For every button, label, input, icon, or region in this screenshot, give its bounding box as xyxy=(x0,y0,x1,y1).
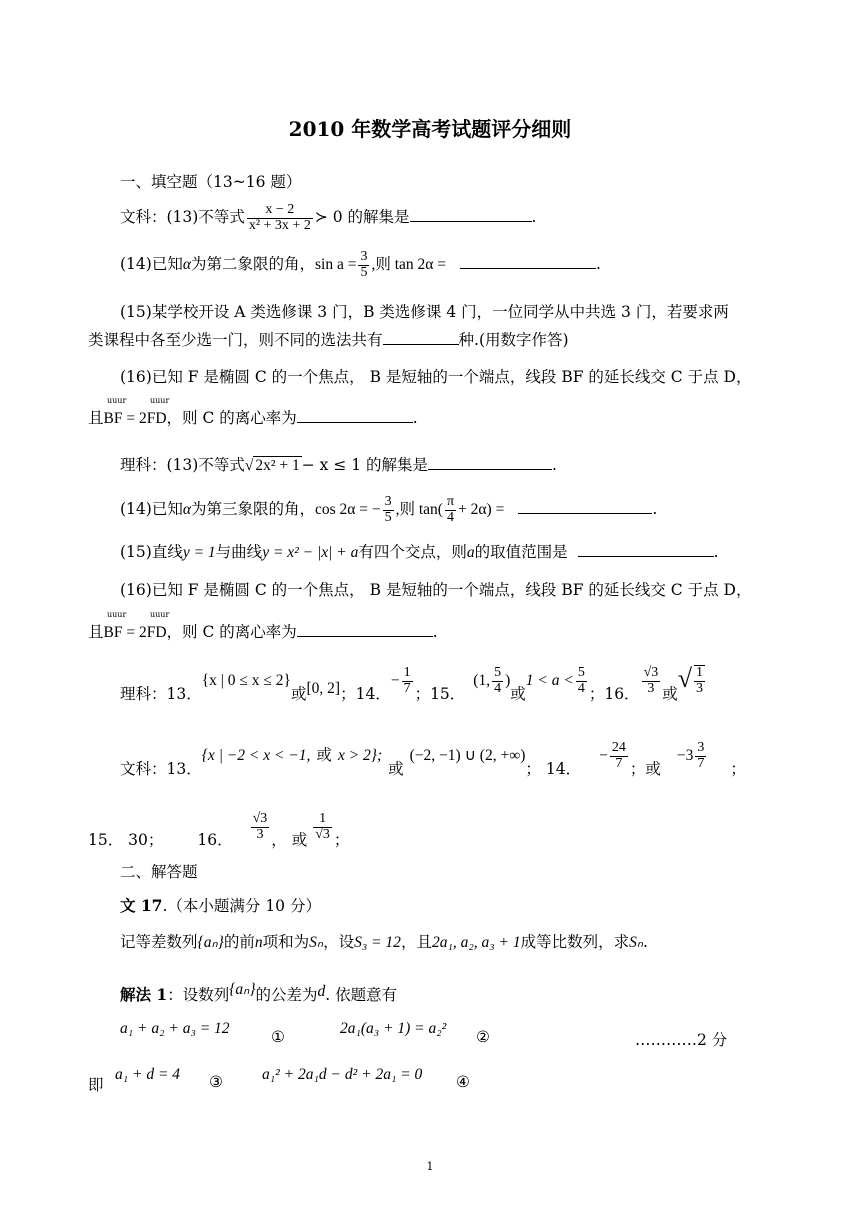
q-text: ，且 xyxy=(400,933,432,951)
period: . xyxy=(652,500,658,519)
section-heading-fill-in: 一、填空题（13~16 题） xyxy=(120,173,302,191)
sqrt-symbol: √ xyxy=(677,664,693,693)
answer-blank xyxy=(460,254,596,269)
or-word: 或 xyxy=(662,685,678,703)
numerator: 5 xyxy=(577,664,585,680)
answer-set: {x | 0 ≤ x ≤ 2} xyxy=(201,672,291,689)
q-text: 的公差为 xyxy=(255,986,318,1004)
denominator: 7 xyxy=(697,755,705,771)
fraction xyxy=(402,666,413,696)
vector-mark: uuur xyxy=(150,396,170,405)
denominator: 7 xyxy=(615,755,623,771)
tan-expr-end: + 2α) = xyxy=(458,501,505,519)
q-prefix: 文科：(13)不等式 xyxy=(120,208,245,227)
period: . xyxy=(713,543,719,561)
denominator: x² + 3x + 2 xyxy=(248,217,311,233)
separator: ；16． xyxy=(588,685,640,703)
solution-1-intro xyxy=(120,983,397,1005)
var-d: d xyxy=(317,983,326,1000)
numerator: 1 xyxy=(696,665,704,681)
denominator: √3 xyxy=(315,826,330,842)
denominator: 3 xyxy=(696,681,704,696)
equation-1: a₁ + a₂ + a₃ = 12 xyxy=(120,1020,230,1037)
q-mid: 为第三象限的角， xyxy=(190,500,315,519)
param-a: a xyxy=(466,544,475,561)
q-text: 成等比数列，求 xyxy=(520,933,630,951)
answer-blank xyxy=(428,455,552,470)
answer-set: {x | −2 < x < −1, xyxy=(201,747,311,765)
period: . xyxy=(552,456,557,474)
q-text: 项和为 xyxy=(262,933,310,951)
fraction xyxy=(383,495,394,525)
question-li-15 xyxy=(120,540,719,562)
answers-li xyxy=(120,664,707,711)
q-text: ，则 C 的离心率为 xyxy=(166,409,297,427)
cos-expr: cos 2α = − xyxy=(314,501,381,519)
q-text: ：设数列 xyxy=(167,986,230,1004)
separator: ； 14． xyxy=(525,760,582,779)
separator: ； xyxy=(730,760,746,779)
question-wen-14 xyxy=(120,250,601,280)
answer-blank xyxy=(297,408,413,423)
question-wen-13 xyxy=(120,203,536,233)
or-word: ；或 xyxy=(629,760,661,779)
q-text: 有四个交点，则 xyxy=(358,543,467,561)
q-suffix: − x ≤ 1 的解集是 xyxy=(301,456,429,474)
q-text: 的取值范围是 xyxy=(474,543,568,561)
q-text: 且 xyxy=(88,409,104,427)
fraction xyxy=(251,812,270,842)
score-note: …………2 分 xyxy=(635,1031,728,1049)
marker-3: ③ xyxy=(209,1073,223,1091)
numerator: 5 xyxy=(494,664,502,680)
numerator: 3 xyxy=(697,740,705,755)
fraction xyxy=(695,741,706,771)
answer-blank xyxy=(410,207,532,222)
question-17-text xyxy=(120,930,648,952)
fraction xyxy=(642,666,661,696)
answer-set: x > 2}; xyxy=(337,747,383,765)
denominator: 7 xyxy=(403,680,411,696)
question-wen-15-line1: (15)某学校开设 A 类选修课 3 门，B 类选修课 4 门，一位同学从中共选 3 门，若要求两 xyxy=(120,303,729,321)
var-n: n xyxy=(254,934,263,951)
denominator: 4 xyxy=(447,509,455,525)
marker-1: ① xyxy=(271,1028,285,1046)
q-prefix: 理科：(13)不等式 xyxy=(120,456,245,474)
solution-label: 解法 1 xyxy=(120,985,168,1004)
q-text: ，则 C 的离心率为 xyxy=(166,623,297,641)
or-word: 或 xyxy=(316,746,332,765)
sequence: {aₙ} xyxy=(197,934,224,951)
denominator: 3 xyxy=(256,826,264,842)
q-suffix: ≻ 0 的解集是 xyxy=(314,208,410,227)
sqrt-expr: √ 2x² + 1 xyxy=(244,457,300,474)
marker-4: ④ xyxy=(456,1073,470,1091)
numerator: π xyxy=(446,494,455,509)
minus-sign: − xyxy=(390,672,400,689)
vector-equation: BF = 2FD xyxy=(103,624,167,641)
var-Sn: Sₙ xyxy=(629,934,644,951)
q-text: . 依题意有 xyxy=(325,986,398,1004)
interval-open: (1, xyxy=(473,672,491,689)
question-wen-16-line1: (16)已知 F 是椭圆 C 的一个焦点， B 是短轴的一个端点，线段 BF 的延长线交 C 于点 D， xyxy=(120,368,752,386)
numerator: √3 xyxy=(643,664,659,680)
alpha-symbol: α xyxy=(182,256,191,274)
curve-expr: y = x² − |x| + a xyxy=(262,544,359,561)
equation-3: a₁ + d = 4 xyxy=(115,1066,181,1083)
answers-wen xyxy=(120,740,746,785)
question-li-16-line1: (16)已知 F 是椭圆 C 的一个焦点， B 是短轴的一个端点，线段 BF 的延长线交 C 于点 D， xyxy=(120,581,752,599)
question-17-title xyxy=(120,894,321,916)
separator: ；14． xyxy=(340,685,391,703)
sequence: {aₙ} xyxy=(229,981,256,998)
tan-expr: ,则 tan 2α = xyxy=(371,256,447,274)
question-li-13 xyxy=(120,453,557,475)
period: . xyxy=(643,933,648,951)
denominator: 4 xyxy=(577,680,585,696)
mixed-number: −3 xyxy=(676,747,694,765)
answer-union: (−2, −1) ∪ (2, +∞) xyxy=(409,747,526,765)
ji-word: 即 xyxy=(88,1076,104,1094)
numerator: 3 xyxy=(360,249,368,264)
or-word: ， 或 xyxy=(271,831,308,850)
numerator: 24 xyxy=(611,740,626,755)
denominator: 3 xyxy=(647,680,655,696)
question-note: .（本小题满分 10 分） xyxy=(162,897,321,915)
inequality: 1 < a < xyxy=(525,672,574,689)
marker-2: ② xyxy=(476,1028,490,1046)
fraction xyxy=(610,741,628,771)
or-word: 或 xyxy=(388,760,404,779)
answer-blank xyxy=(297,622,433,637)
q-text: 的前 xyxy=(223,933,255,951)
period: . xyxy=(412,409,418,427)
fraction xyxy=(576,666,587,696)
q-text: ，设 xyxy=(323,933,355,951)
fraction xyxy=(247,203,313,233)
answers-label: 理科：13． xyxy=(120,685,202,703)
or-word: 或 xyxy=(510,685,526,703)
answer-interval: [0, 2] xyxy=(306,680,341,697)
q-text: 记等差数列 xyxy=(120,933,198,951)
q-mid: 为第二象限的角， xyxy=(190,255,315,274)
q-text: 与曲线 xyxy=(215,543,263,561)
fraction xyxy=(492,666,503,696)
q-text: 类课程中各至少选一门，则不同的选法共有 xyxy=(88,331,383,349)
fraction xyxy=(445,495,456,525)
vector-equation: BF = 2FD xyxy=(103,410,167,427)
separator: ；15． xyxy=(414,685,466,703)
or-word: 或 xyxy=(290,685,307,703)
S3-value: S₃ = 12 xyxy=(354,934,401,951)
fraction xyxy=(313,812,332,842)
radicand: 2x² + 1 xyxy=(255,457,300,474)
geometric-terms: 2a₁, a₂, a₃ + 1 xyxy=(431,934,521,951)
answer-blank xyxy=(578,542,714,557)
sin-expr: sin a = xyxy=(314,256,357,274)
line-expr: y = 1 xyxy=(182,544,216,561)
tan-expr: ,则 tan( xyxy=(395,501,443,519)
interval-close: ) xyxy=(505,672,511,689)
alpha-symbol: α xyxy=(182,501,191,519)
q-text: (15)直线 xyxy=(120,543,183,561)
answers-wen-15-16 xyxy=(88,811,350,856)
separator: ； xyxy=(333,831,350,850)
numerator: √3 xyxy=(252,811,268,826)
denominator: 4 xyxy=(494,680,502,696)
denominator: 5 xyxy=(384,509,392,525)
q-prefix: (14)已知 xyxy=(120,255,183,274)
question-wen-15-line2 xyxy=(88,328,569,350)
period: . xyxy=(531,208,537,227)
answer-15: 15． 30； xyxy=(88,831,164,850)
vector-mark: uuur xyxy=(107,610,127,619)
answers-label: 文科：13． xyxy=(120,760,202,779)
period: . xyxy=(432,623,438,641)
denominator: 5 xyxy=(360,264,368,280)
fraction xyxy=(358,250,369,280)
page-number: 1 xyxy=(426,1160,434,1173)
question-wen-16-line2 xyxy=(88,406,418,428)
numerator: 3 xyxy=(384,494,392,509)
question-li-16-line2 xyxy=(88,620,438,642)
question-number: 文 17 xyxy=(120,896,163,915)
answer-blank xyxy=(518,499,652,514)
page-title: 2010 年数学高考试题评分细则 xyxy=(288,117,572,141)
vector-mark: uuur xyxy=(107,396,127,405)
minus-sign: − xyxy=(599,747,608,765)
numerator: 1 xyxy=(403,664,411,680)
numerator: x − 2 xyxy=(247,203,313,219)
answer-16-label: 16． xyxy=(197,831,233,850)
numerator: 1 xyxy=(313,812,332,828)
var-Sn: Sₙ xyxy=(309,934,324,951)
period: . xyxy=(596,255,601,274)
question-li-14 xyxy=(120,495,657,525)
q-text: 种.(用数字作答) xyxy=(458,331,569,349)
section-heading-answer: 二、解答题 xyxy=(120,863,198,881)
equation-2: 2a₁(a₃ + 1) = a₂² xyxy=(340,1020,447,1037)
q-prefix: (14)已知 xyxy=(120,500,183,519)
equation-4: a₁² + 2a₁d − d² + 2a₁ = 0 xyxy=(262,1066,423,1083)
vector-mark: uuur xyxy=(150,610,170,619)
answer-blank xyxy=(383,330,459,345)
q-text: 且 xyxy=(88,623,104,641)
fraction xyxy=(694,665,705,696)
